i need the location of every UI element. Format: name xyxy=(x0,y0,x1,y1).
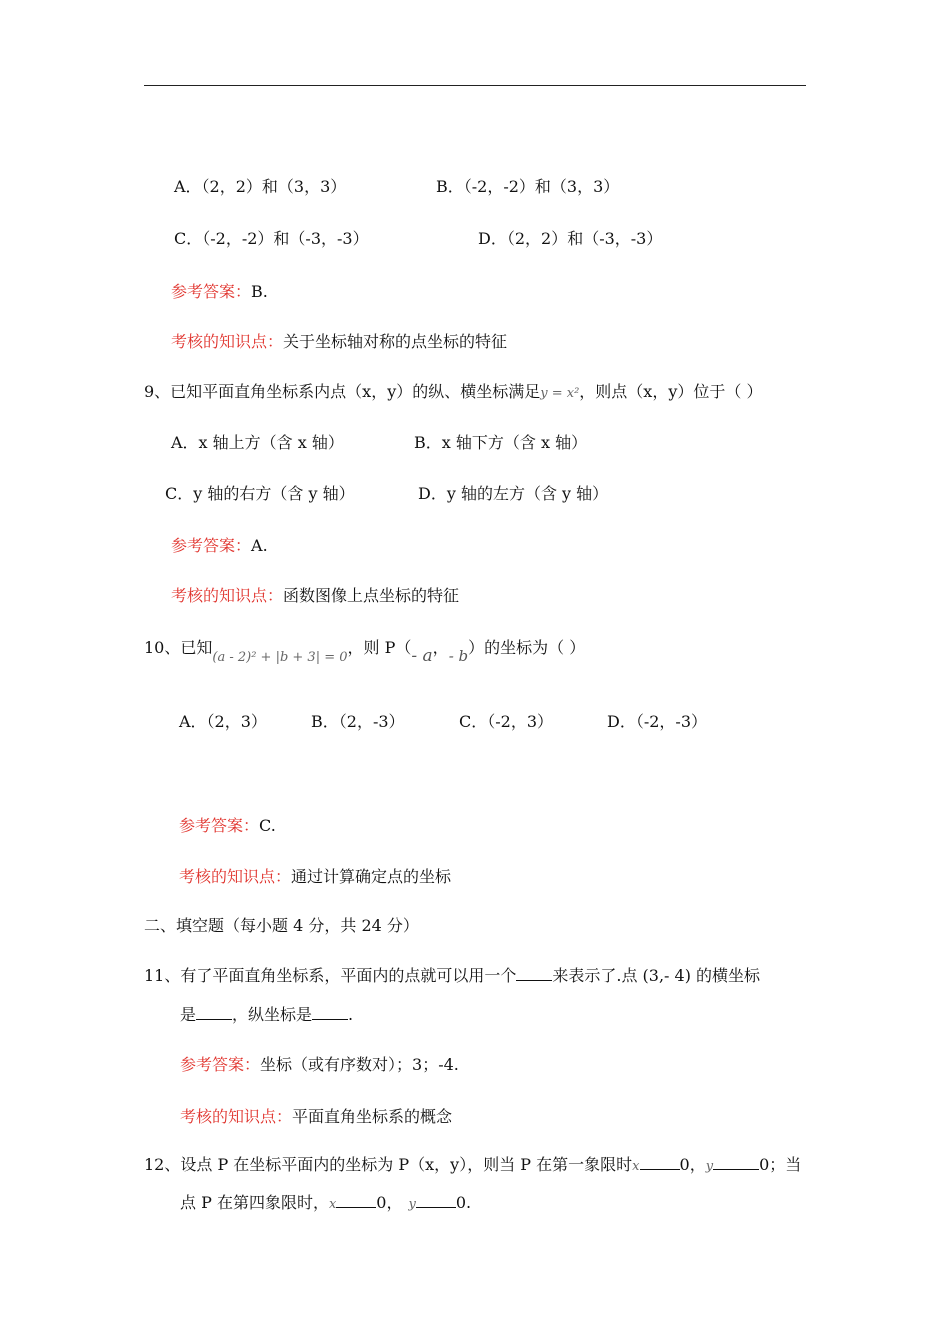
q12-var-y: y xyxy=(408,1197,416,1212)
answer-label: 参考答案： xyxy=(180,1055,261,1074)
q10-knowledge xyxy=(179,866,451,888)
q9-option-d: D．y 轴的左方（含 y 轴） xyxy=(418,484,609,503)
q10-stem-suffix: ）的坐标为（ ） xyxy=(468,638,586,657)
q9-knowledge xyxy=(171,585,459,607)
q11-knowledge xyxy=(180,1106,452,1128)
q9-stem-suffix: ，则点（x，y）位于（ ） xyxy=(579,382,763,401)
knowledge-label: 考核的知识点： xyxy=(171,586,284,605)
q9-option-a: A．x 轴上方（含 x 轴） xyxy=(171,433,344,452)
q12-var-x: x xyxy=(632,1159,640,1174)
answer-label: 参考答案： xyxy=(171,536,252,555)
knowledge-value: 通过计算确定点的坐标 xyxy=(291,867,452,886)
q8-answer xyxy=(171,281,268,303)
q10-answer xyxy=(179,815,276,837)
knowledge-value: 平面直角坐标系的概念 xyxy=(292,1107,453,1126)
q12-var-x: x xyxy=(328,1197,337,1212)
answer-value: C. xyxy=(259,816,276,835)
q12-cmp: 0 xyxy=(679,1155,690,1174)
q12-text-a: 12、设点 P 在坐标平面内的坐标为 P（x，y），则当 P 在第一象限时 xyxy=(144,1155,633,1174)
q11-answer xyxy=(180,1054,459,1076)
q9-formula: y = x² xyxy=(540,386,580,401)
fill-blank-4[interactable] xyxy=(640,1155,680,1170)
fill-blank-3[interactable] xyxy=(312,1005,348,1020)
q12-text-b: 0；当 xyxy=(759,1155,802,1174)
q10-option-c: C．（-2，3） xyxy=(459,712,554,731)
q9-option-c: C．y 轴的右方（含 y 轴） xyxy=(165,484,355,503)
q10-option-b: B．（2，-3） xyxy=(311,712,405,731)
fill-blank-7[interactable] xyxy=(416,1193,456,1208)
q8-option-a: A．（2，2）和（3，3） xyxy=(174,177,347,196)
answer-value: A. xyxy=(251,536,268,555)
q12-line1 xyxy=(144,1154,801,1178)
knowledge-label: 考核的知识点： xyxy=(171,332,284,351)
q8-option-c: C．（-2，-2）和（-3，-3） xyxy=(174,229,369,248)
q11-text-e: . xyxy=(348,1005,354,1024)
answer-label: 参考答案： xyxy=(171,282,252,301)
answer-label: 参考答案： xyxy=(179,816,260,835)
section-title: 二、填空题（每小题 4 分，共 24 分） xyxy=(144,916,419,935)
q10-stem-mid: ，则 P（ xyxy=(347,638,412,657)
fill-blank-5[interactable] xyxy=(713,1155,759,1170)
q11-line2 xyxy=(180,1004,353,1026)
q10-formula: (a - 2)² + |b + 3| = 0 xyxy=(212,650,348,665)
q9-option-b: B．x 轴下方（含 x 轴） xyxy=(414,433,588,452)
q8-option-b: B．（-2，-2）和（3，3） xyxy=(436,177,620,196)
q11-text-d: ，纵坐标是 xyxy=(232,1005,313,1024)
q10-coord-b: - b xyxy=(448,647,469,665)
q12-text-c: 点 P 在第四象限时， xyxy=(180,1193,329,1212)
q12-text-d: 0， xyxy=(376,1193,403,1212)
q10-option-d: D．（-2，-3） xyxy=(607,712,708,731)
knowledge-value: 函数图像上点坐标的特征 xyxy=(283,586,460,605)
q10-stem-prefix: 10、已知 xyxy=(144,638,213,657)
q9-answer xyxy=(171,535,268,557)
q12-text-e: 0. xyxy=(455,1193,472,1212)
q10-option-a: A．（2，3） xyxy=(179,712,267,731)
answer-value: B. xyxy=(251,282,268,301)
header-rule xyxy=(144,85,806,86)
q10-stem xyxy=(144,637,586,666)
knowledge-value: 关于坐标轴对称的点坐标的特征 xyxy=(283,332,508,351)
q11-text-b: 来表示了.点 (3,- 4) 的横坐标 xyxy=(552,966,761,985)
q12-sep: ， xyxy=(689,1155,706,1174)
fill-blank-6[interactable] xyxy=(336,1193,376,1208)
q11-line1 xyxy=(144,965,760,987)
q10-coord-a: - a xyxy=(411,646,433,666)
q11-text-a: 11、有了平面直角坐标系，平面内的点就可以用一个 xyxy=(144,966,517,985)
q9-stem-prefix: 9、已知平面直角坐标系内点（x，y）的纵、横坐标满足 xyxy=(144,382,541,401)
q8-option-d: D．（2，2）和（-3，-3） xyxy=(478,229,663,248)
q8-knowledge xyxy=(171,331,507,353)
q12-var-y: y xyxy=(705,1159,714,1174)
answer-value: 坐标（或有序数对）；3；-4. xyxy=(260,1055,459,1074)
q9-stem xyxy=(144,381,762,405)
q12-line2 xyxy=(180,1192,471,1216)
fill-blank-2[interactable] xyxy=(196,1005,232,1020)
knowledge-label: 考核的知识点： xyxy=(179,867,292,886)
fill-blank-1[interactable] xyxy=(516,966,552,981)
knowledge-label: 考核的知识点： xyxy=(180,1107,293,1126)
q11-text-c: 是 xyxy=(180,1005,197,1024)
q10-coord-sep: ， xyxy=(432,638,449,657)
